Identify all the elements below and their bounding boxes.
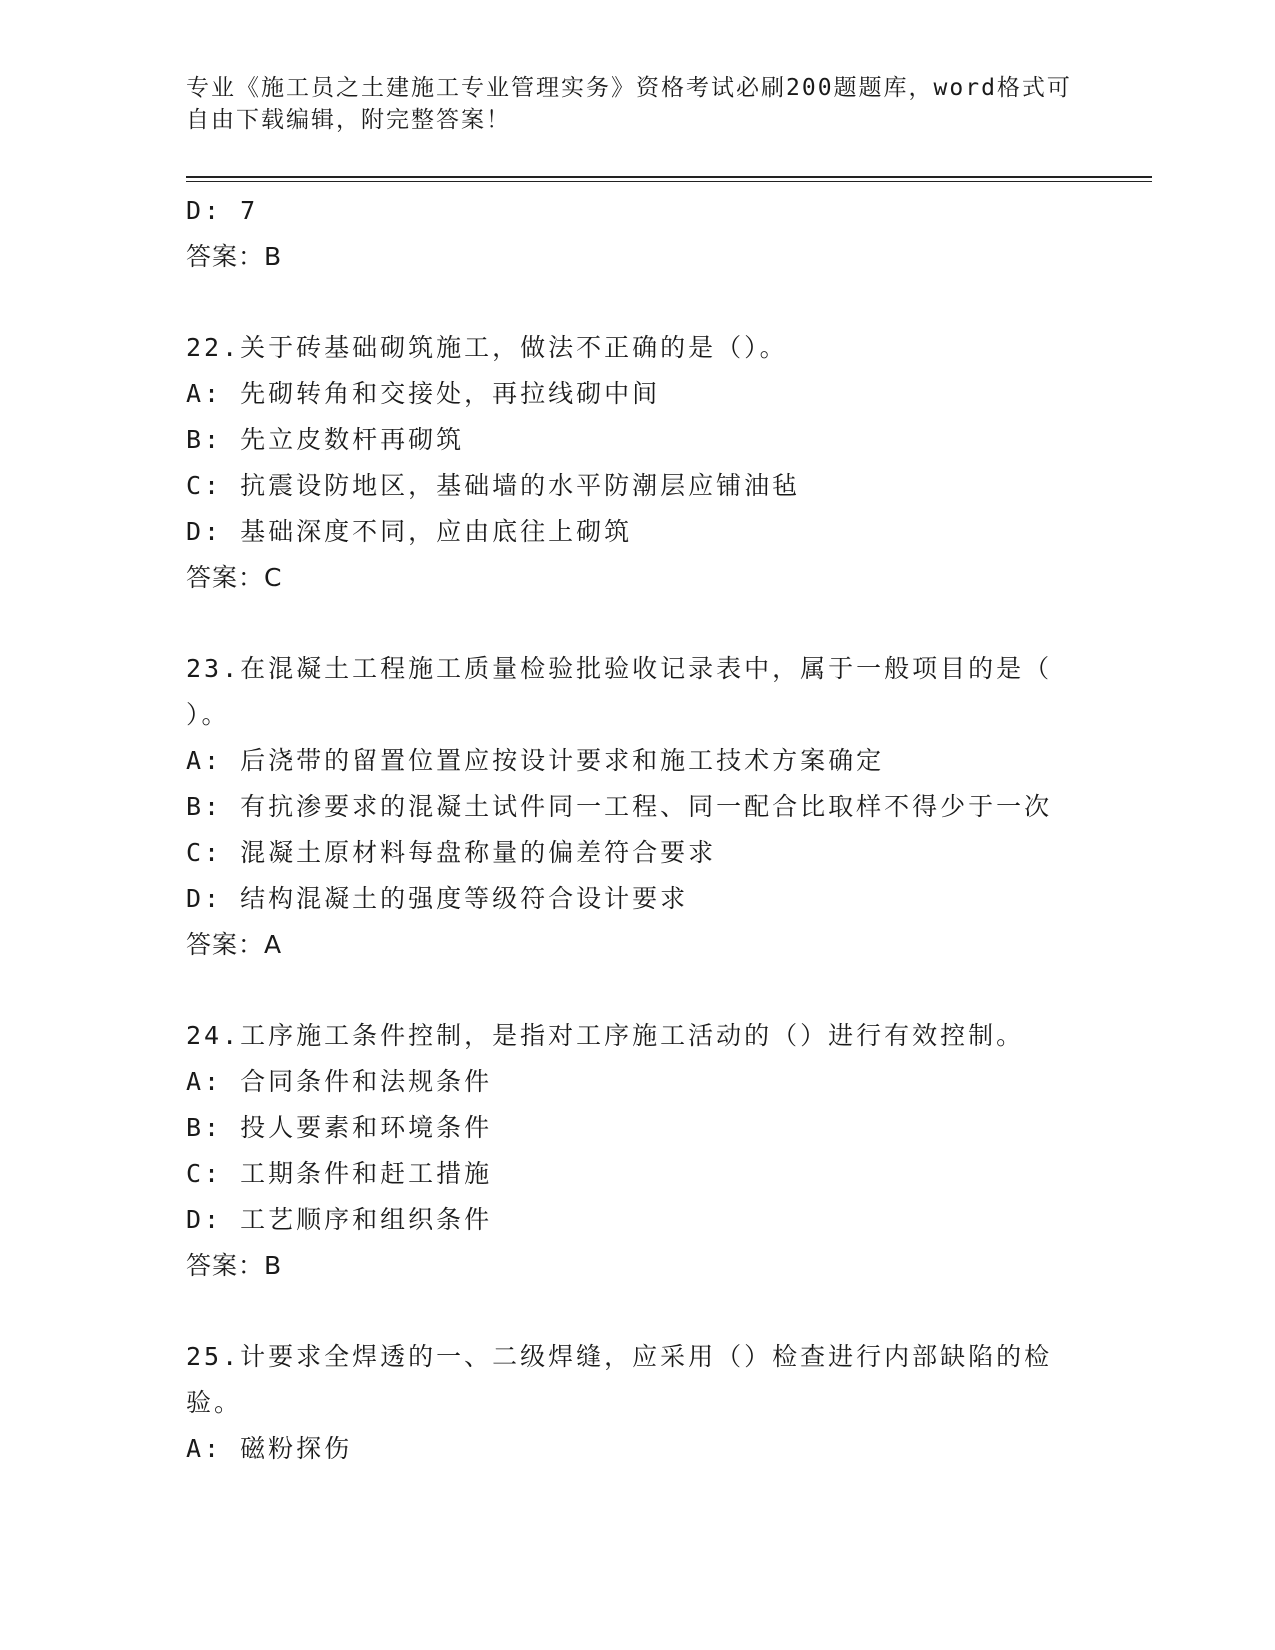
prev-answer: 答案：B	[186, 242, 283, 271]
option-a: A: 先砌转角和交接处，再拉线砌中间	[186, 379, 661, 408]
answer: 答案：C	[186, 563, 283, 592]
option-c: C: 混凝土原材料每盘称量的偏差符合要求	[186, 838, 717, 867]
question-22	[186, 325, 1086, 601]
option-b: B: 投人要素和环境条件	[186, 1113, 493, 1142]
spacer	[186, 968, 1086, 1013]
question-stem-line-2: 验。	[186, 1388, 243, 1417]
prev-option-d: D: 7	[186, 196, 259, 225]
question-stem: 24.工序施工条件控制，是指对工序施工活动的（）进行有效控制。	[186, 1021, 1025, 1050]
header-divider-thick	[186, 176, 1152, 178]
question-stem-line-1: 23.在混凝土工程施工质量检验批验收记录表中，属于一般项目的是（	[186, 654, 1053, 683]
question-list	[186, 188, 1086, 1472]
spacer	[186, 601, 1086, 646]
document-header	[186, 72, 1086, 136]
option-a: A: 后浇带的留置位置应按设计要求和施工技术方案确定	[186, 746, 885, 775]
option-a: A: 合同条件和法规条件	[186, 1067, 493, 1096]
option-d: D: 基础深度不同，应由底往上砌筑	[186, 517, 633, 546]
option-d: D: 工艺顺序和组织条件	[186, 1205, 493, 1234]
question-23	[186, 646, 1086, 968]
spacer	[186, 280, 1086, 325]
question-25	[186, 1334, 1086, 1472]
option-b: B: 先立皮数杆再砌筑	[186, 425, 465, 454]
spacer	[186, 1289, 1086, 1334]
option-d: D: 结构混凝土的强度等级符合设计要求	[186, 884, 689, 913]
question-stem-line-1: 25.计要求全焊透的一、二级焊缝，应采用（）检查进行内部缺陷的检	[186, 1342, 1053, 1371]
header-divider-thin	[186, 181, 1152, 182]
option-c: C: 工期条件和赶工措施	[186, 1159, 493, 1188]
header-title-line-1: 专业《施工员之土建施工专业管理实务》资格考试必刷200题题库，word格式可	[186, 75, 1072, 101]
answer: 答案：B	[186, 1251, 283, 1280]
option-c: C: 抗震设防地区，基础墙的水平防潮层应铺油毡	[186, 471, 801, 500]
question-stem: 22.关于砖基础砌筑施工，做法不正确的是（）。	[186, 333, 788, 362]
answer: 答案：A	[186, 930, 283, 959]
header-title-line-2: 自由下载编辑，附完整答案！	[186, 107, 511, 133]
question-24	[186, 1013, 1086, 1289]
option-a: A: 磁粉探伤	[186, 1434, 353, 1463]
question-stem-line-2: ）。	[186, 700, 230, 729]
option-b: B: 有抗渗要求的混凝土试件同一工程、同一配合比取样不得少于一次	[186, 792, 1053, 821]
